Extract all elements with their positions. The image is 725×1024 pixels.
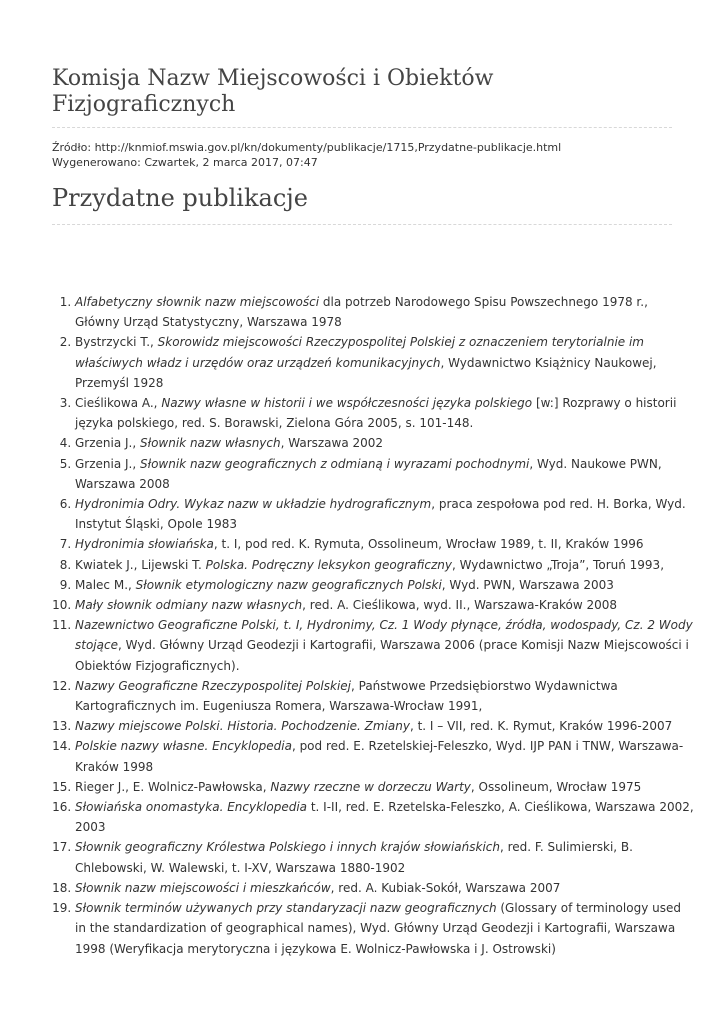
publication-title: Polska. Podręczny leksykon geograficzny <box>205 557 452 572</box>
publication-item <box>75 555 695 575</box>
publication-details: , Warszawa 2002 <box>280 436 384 451</box>
publication-details: , Wydawnictwo „Troja”, Toruń 1993, <box>452 557 665 572</box>
publication-author: Malec M., <box>75 577 136 592</box>
publication-title: Słownik geograficzny Królestwa Polskiego i innych krajów słowiańskich <box>75 840 500 855</box>
publication-details: , Ossolineum, Wrocław 1975 <box>470 779 642 794</box>
publication-item <box>75 878 695 898</box>
publication-title: Słownik nazw miejscowości i mieszkańców <box>75 880 331 895</box>
publication-title: Polskie nazwy własne. Encyklopedia <box>75 739 292 754</box>
publication-details: [w:] Rozprawy o historii języka polskiego, red. S. Borawski, Zielona Góra 2005, s. 101-148. <box>75 396 677 431</box>
publication-title: Hydronimia słowiańska <box>75 537 214 552</box>
publication-author: Grzenia J., <box>75 436 141 451</box>
publication-details: t. I-II, red. E. Rzetelska-Feleszko, A. Cieślikowa, Warszawa 2002, 2003 <box>75 800 694 835</box>
page-title: Przydatne publikacje <box>52 184 308 212</box>
publication-author: Kwiatek J., Lijewski T. <box>75 557 206 572</box>
document-meta <box>52 140 672 170</box>
publication-details: , red. A. Kubiak-Sokół, Warszawa 2007 <box>330 880 561 895</box>
publication-item <box>75 676 695 716</box>
publication-item <box>75 393 695 433</box>
site-title-line-1: Komisja Nazw Miejscowości i Obiektów <box>52 66 494 91</box>
publication-title: Słownik nazw własnych <box>140 436 281 451</box>
publications-list <box>52 292 695 959</box>
publication-title: Hydronimia Odry. Wykaz nazw w układzie hydrograficznym <box>75 497 432 512</box>
publication-author: Bystrzycki T., <box>75 335 158 350</box>
publication-author: Rieger J., E. Wolnicz-Pawłowska, <box>75 779 271 794</box>
publication-details: dla potrzeb Narodowego Spisu Powszechnego 1978 r., Główny Urząd Statystyczny, Warszawa 1978 <box>75 295 648 330</box>
publication-details: , t. I, pod red. K. Rymuta, Ossolineum, Wrocław 1989, t. II, Kraków 1996 <box>213 537 644 552</box>
publication-item <box>75 595 695 615</box>
publication-title: Słowiańska onomastyka. Encyklopedia <box>75 800 308 815</box>
publication-details: , Wyd. PWN, Warszawa 2003 <box>441 577 614 592</box>
publication-item <box>75 898 695 959</box>
publication-title: Słownik nazw geograficznych z odmianą i wyrazami pochodnymi <box>140 456 530 471</box>
site-title-line-2: Fizjograficznych <box>52 92 236 117</box>
publication-details: , Wydawnictwo Książnicy Naukowej, Przemyśl 1928 <box>75 355 657 390</box>
publication-item <box>75 797 695 837</box>
publication-details: (Glossary of terminology used in the standardization of geographical names), Wyd. Główny Urząd Geodezji i Kartografii, Warszawa 1998 (Weryfikacja merytoryczna i językowa E. Wolnicz-Pawłowska i J. Ostrowski) <box>75 901 681 956</box>
source-url: Źródło: http://knmiof.mswia.gov.pl/kn/dokumenty/publikacje/1715,Przydatne-publikacje.html <box>52 141 562 154</box>
publication-details: , praca zespołowa pod red. H. Borka, Wyd. Instytut Śląski, Opole 1983 <box>75 497 686 532</box>
publication-details: , pod red. E. Rzetelskiej-Feleszko, Wyd. IJP PAN i TNW, Warszawa-Kraków 1998 <box>75 739 684 774</box>
publication-author: Grzenia J., <box>75 456 141 471</box>
publication-item <box>75 716 695 736</box>
title-divider <box>52 224 672 225</box>
publication-details: , red. F. Sulimierski, B. Chlebowski, W. Walewski, t. I-XV, Warszawa 1880-1902 <box>75 840 633 875</box>
publication-details: , Wyd. Główny Urząd Geodezji i Kartografii, Warszawa 2006 (prace Komisji Nazw Miejscowości i Obiektów Fizjograficznych). <box>75 638 689 673</box>
publication-item <box>75 736 695 776</box>
publication-title: Nazwy własne w historii i we współczesności języka polskiego <box>161 396 533 411</box>
site-title <box>52 66 672 118</box>
publication-item <box>75 534 695 554</box>
publication-item <box>75 433 695 453</box>
publication-details: , red. A. Cieślikowa, wyd. II., Warszawa-Kraków 2008 <box>302 598 618 613</box>
publication-title: Nazwy miejscowe Polski. Historia. Pochodzenie. Zmiany <box>75 719 410 734</box>
publication-title: Nazwy Geograficzne Rzeczypospolitej Polskiej <box>75 678 351 693</box>
generated-date: Wygenerowano: Czwartek, 2 marca 2017, 07:47 <box>52 156 318 169</box>
publication-title: Alfabetyczny słownik nazw miejscowości <box>75 295 320 309</box>
publication-item <box>75 332 695 393</box>
publication-item <box>75 615 695 676</box>
publication-details: , Państwowe Przedsiębiorstwo Wydawnictwa Kartograficznych im. Eugeniusza Romera, Warszawa-Wrocław 1991, <box>75 678 618 714</box>
publication-title: Skorowidz miejscowości Rzeczypospolitej Polskiej z oznaczeniem terytorialnie im właściwych władz i urzędów oraz urządzeń komunikacyjnych <box>75 335 644 370</box>
publication-item <box>75 454 695 494</box>
publication-item <box>75 777 695 797</box>
publication-title: Słownik etymologiczny nazw geograficznych Polski <box>135 577 442 592</box>
publication-item <box>75 837 695 877</box>
publication-title: Słownik terminów używanych przy standaryzacji nazw geograficznych <box>75 901 497 916</box>
publication-item <box>75 292 695 332</box>
publication-title: Nazewnictwo Geograficzne Polski, t. I, Hydronimy, Cz. 1 Wody płynące, źródła, wodospady, Cz. 2 Wody stojące <box>75 618 693 653</box>
publication-title: Mały słownik odmiany nazw własnych <box>75 598 303 613</box>
publication-details: , Wyd. Naukowe PWN, Warszawa 2008 <box>75 456 662 491</box>
publication-item <box>75 494 695 534</box>
publication-details: , t. I – VII, red. K. Rymut, Kraków 1996-2007 <box>409 719 673 734</box>
header-divider <box>52 127 672 128</box>
publication-title: Nazwy rzeczne w dorzeczu Warty <box>270 779 471 794</box>
publication-item <box>75 575 695 595</box>
publication-author: Cieślikowa A., <box>75 396 162 411</box>
